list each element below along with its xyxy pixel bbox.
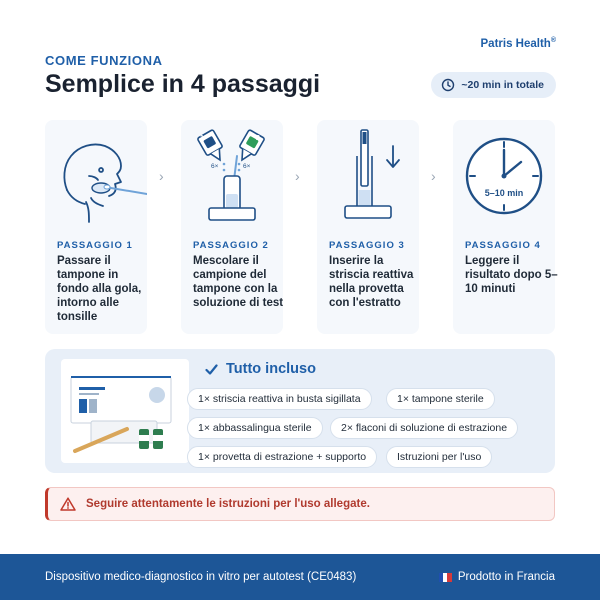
kit-product-image: [61, 359, 189, 463]
section-eyebrow: COME FUNZIONA: [45, 53, 163, 68]
kit-illustration: [61, 359, 189, 463]
step-card-2: [181, 120, 283, 334]
clock-label: 5–10 min: [484, 188, 524, 198]
brand-logo: Patris Health®: [480, 37, 556, 50]
step-card-4: [453, 120, 558, 334]
step-card-1: [45, 120, 147, 334]
step-text: Mescolare il campione del tampone con la soluzione di test: [193, 255, 284, 309]
included-panel: [45, 349, 555, 473]
warning-icon: [60, 497, 76, 511]
chevron-right-icon: ›: [159, 168, 164, 184]
kit-item: 1× abbassalingua sterile: [187, 417, 323, 439]
made-in-france: [439, 571, 555, 583]
step-text: Inserire la striscia reattiva nella provetta con l'estratto: [329, 255, 414, 309]
step-text: Leggere il risultato dopo 5–10 minuti: [465, 255, 558, 295]
kit-item: 1× striscia reattiva in busta sigillata: [187, 388, 372, 410]
test-strip-tube-icon: [317, 120, 419, 232]
step-label: PASSAGGIO 2: [193, 240, 269, 251]
footer-bar: [0, 554, 600, 600]
warning-text: Seguire attentamente le istruzioni per l'uso allegate.: [86, 498, 370, 510]
chevron-right-icon: ›: [295, 168, 300, 184]
step-card-3: [317, 120, 419, 334]
step-label: PASSAGGIO 3: [329, 240, 405, 251]
warning-banner: [45, 487, 555, 521]
bottle-2-number: 2: [256, 135, 260, 142]
bottle-1-number: 1: [200, 135, 204, 142]
clock-icon: [453, 120, 555, 232]
swab-throat-icon: [45, 120, 147, 232]
drops-count-2: 6×: [243, 163, 251, 170]
kit-item: 1× tampone sterile: [386, 388, 495, 410]
footer-regulatory-text: Dispositivo medico-diagnostico in vitro per autotest (CE0483): [45, 571, 357, 583]
drops-count-1: 6×: [211, 163, 219, 170]
checkmark-icon: [205, 364, 218, 375]
kit-item: Istruzioni per l'uso: [386, 446, 492, 468]
duration-text: ~20 min in totale: [461, 79, 544, 91]
clock-small-icon: [441, 78, 455, 92]
duration-badge: [431, 72, 556, 98]
step-label: PASSAGGIO 1: [57, 240, 133, 251]
included-title: [205, 361, 316, 377]
kit-item: 2× flaconi di soluzione di estrazione: [330, 417, 518, 439]
included-title-text: Tutto incluso: [226, 361, 316, 377]
kit-item: 1× provetta di estrazione + supporto: [187, 446, 377, 468]
page-title: Semplice in 4 passaggi: [45, 70, 321, 98]
made-in-text: Prodotto in Francia: [457, 571, 555, 583]
bottles-mixing-icon: [181, 120, 283, 232]
step-label: PASSAGGIO 4: [465, 240, 541, 251]
step-text: Passare il tampone in fondo alla gola, intorno alle tonsille: [57, 255, 142, 323]
chevron-right-icon: ›: [431, 168, 436, 184]
france-flag-icon: [439, 573, 452, 582]
